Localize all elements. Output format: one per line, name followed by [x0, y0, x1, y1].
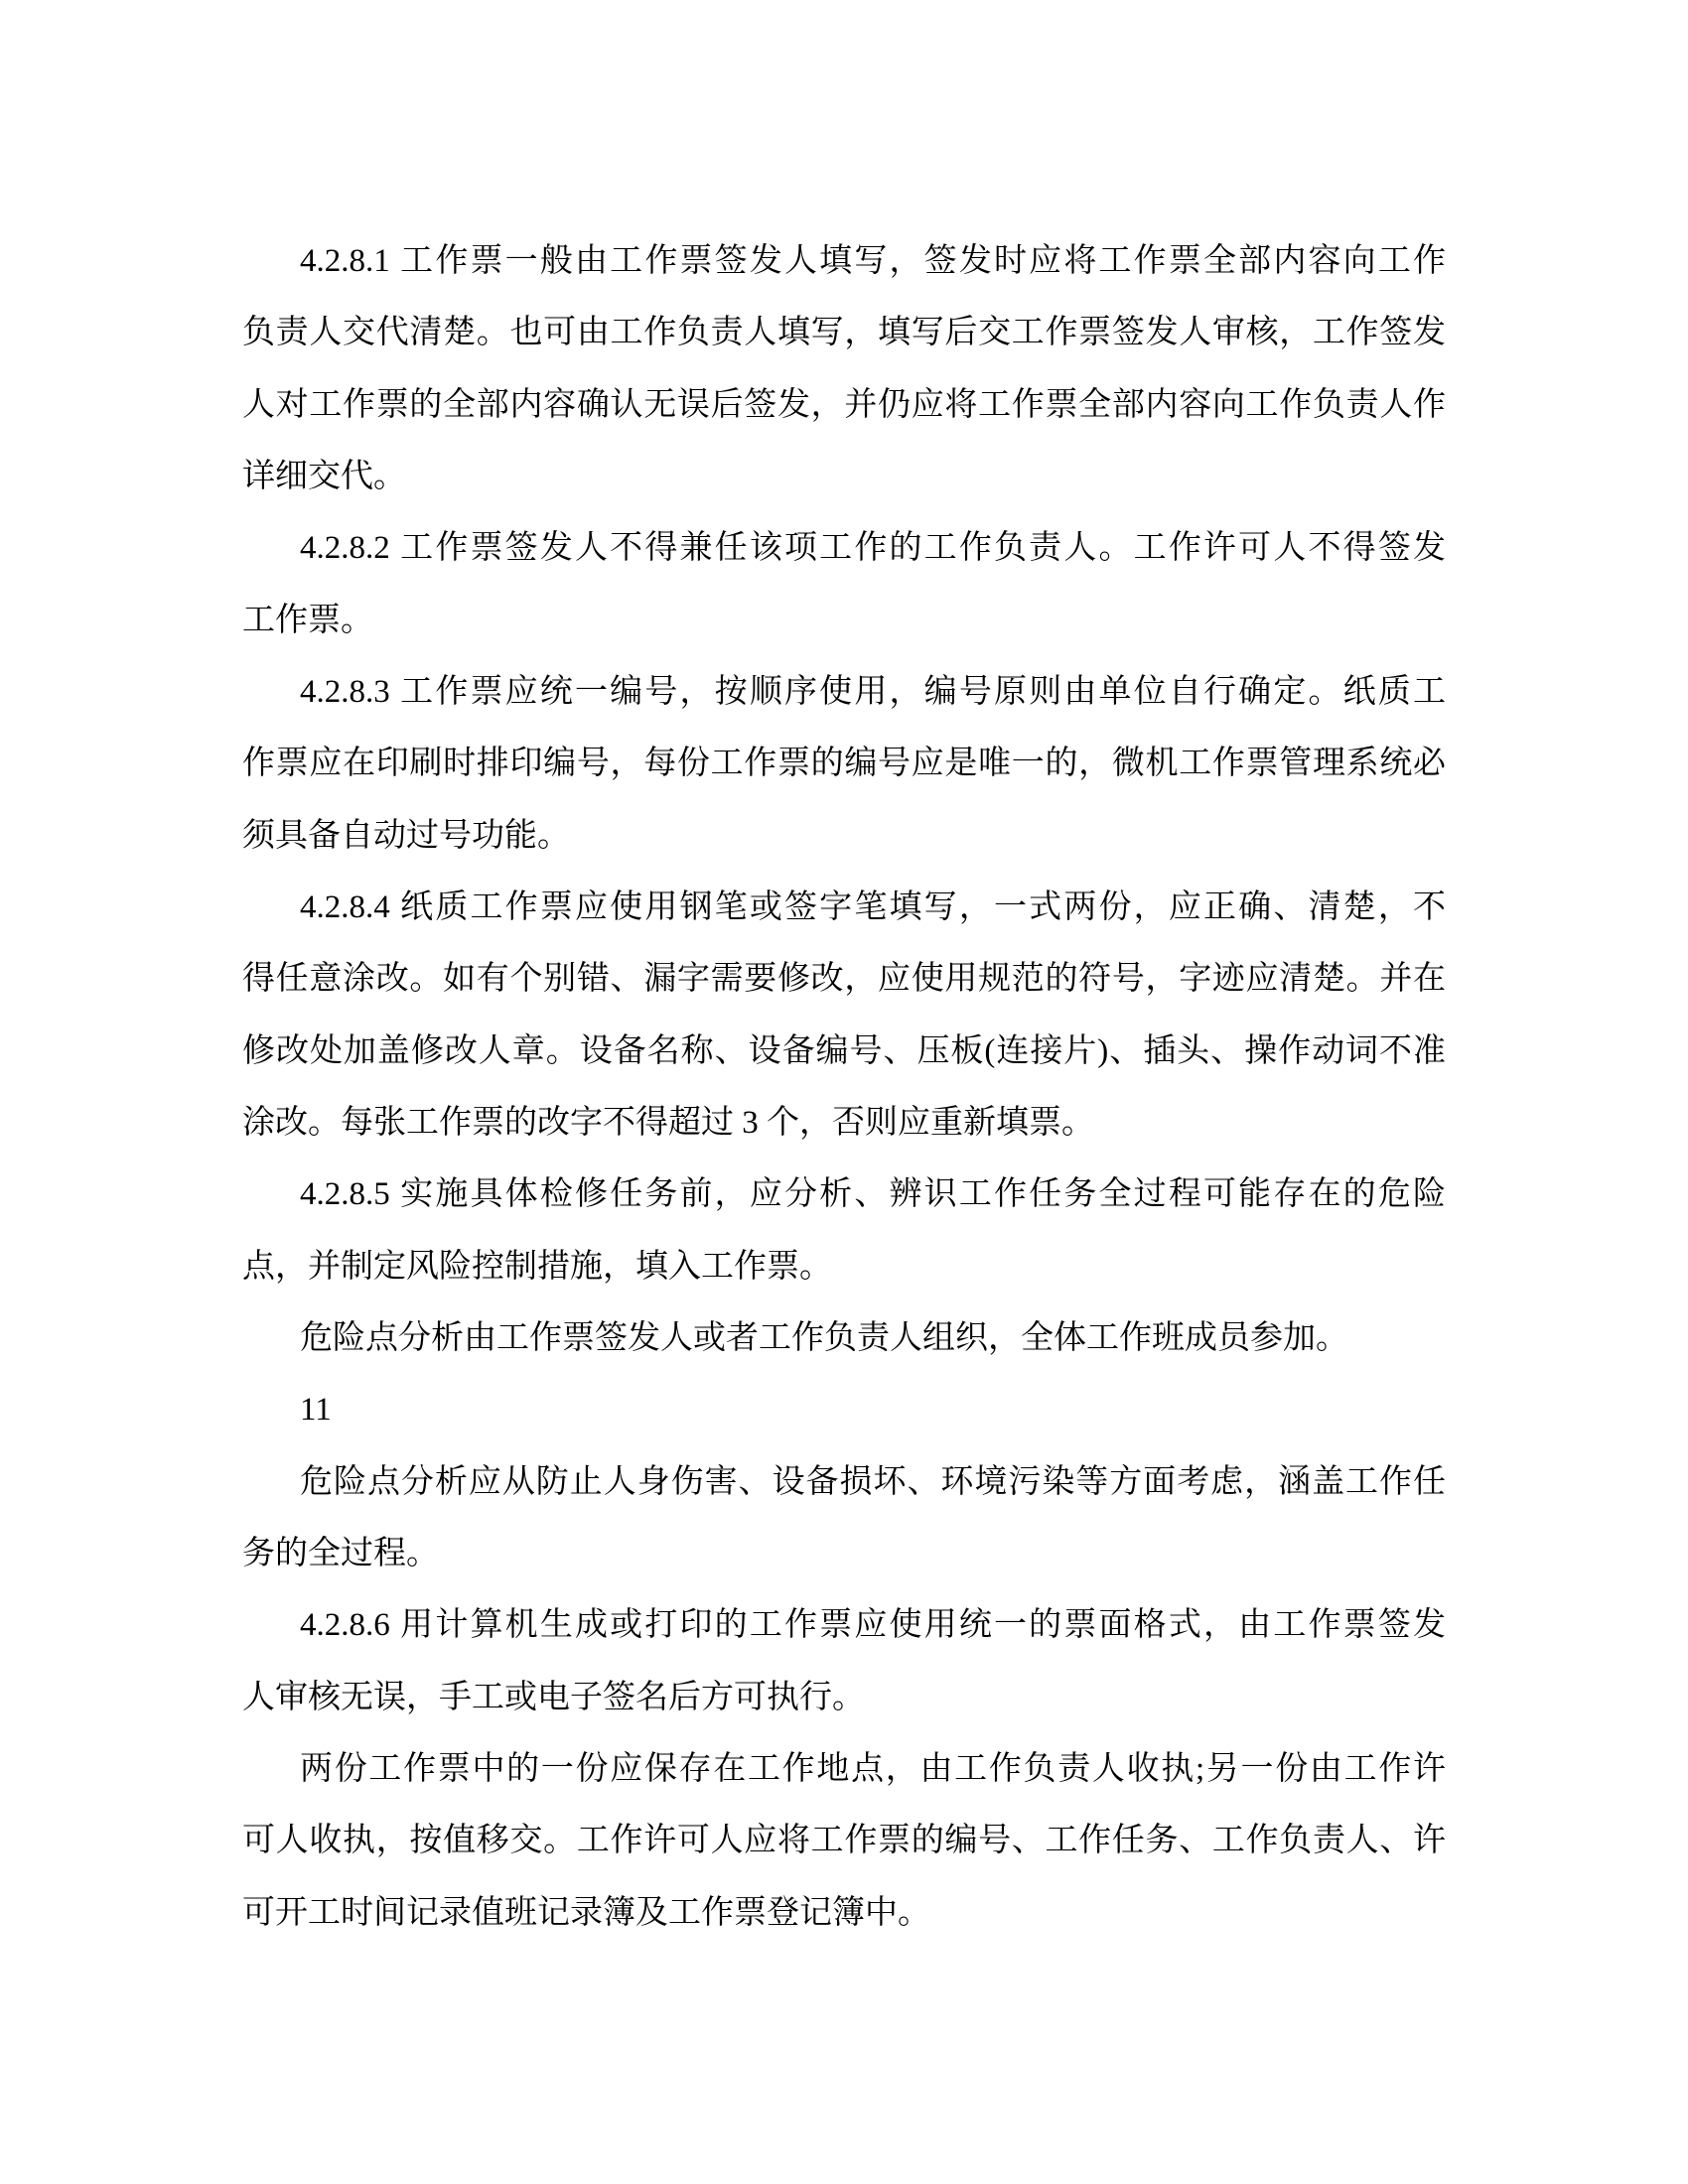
text-line: 须具备自动过号功能。 — [242, 817, 570, 854]
text-line: 作票应在印刷时排印编号，每份工作票的编号应是唯一的，微机工作票管理系统必 — [242, 746, 1446, 782]
text-line: 详细交代。 — [242, 458, 406, 494]
text-line: 11 — [300, 1392, 332, 1429]
text-line: 得任意涂改。如有个别错、漏字需要修改，应使用规范的符号，字迹应清楚。并在 — [242, 961, 1446, 998]
text-line: 修改处加盖修改人章。设备名称、设备编号、压板(连接片)、插头、操作动词不准 — [242, 1032, 1446, 1069]
text-line: 危险点分析由工作票签发人或者工作负责人组织，全体工作班成员参加。 — [300, 1319, 1348, 1356]
text-line: 4.2.8.1 工作票一般由工作票签发人填写，签发时应将工作票全部内容向工作 — [300, 243, 1446, 279]
text-block — [242, 225, 1446, 1949]
text-line: 涂改。每张工作票的改字不得超过 3 个，否则应重新填票。 — [242, 1104, 1094, 1141]
text-line: 4.2.8.2 工作票签发人不得兼任该项工作的工作负责人。工作许可人不得签发 — [300, 530, 1446, 567]
text-line: 可人收执，按值移交。工作许可人应将工作票的编号、工作任务、工作负责人、许 — [242, 1823, 1446, 1859]
text-line: 4.2.8.6 用计算机生成或打印的工作票应使用统一的票面格式，由工作票签发 — [300, 1607, 1446, 1644]
text-line: 4.2.8.4 纸质工作票应使用钢笔或签字笔填写，一式两份，应正确、清楚，不 — [300, 888, 1446, 925]
text-line: 人审核无误，手工或电子签名后方可执行。 — [242, 1679, 865, 1715]
text-line: 可开工时间记录值班记录簿及工作票登记簿中。 — [242, 1894, 930, 1931]
text-line: 负责人交代清楚。也可由工作负责人填写，填写后交工作票签发人审核，工作签发 — [242, 315, 1446, 351]
text-line: 4.2.8.5 实施具体检修任务前，应分析、辨识工作任务全过程可能存在的危险 — [300, 1176, 1446, 1213]
text-line: 点，并制定风险控制措施，填入工作票。 — [242, 1248, 832, 1285]
text-line: 危险点分析应从防止人身伤害、设备损坏、环境污染等方面考虑，涵盖工作任 — [300, 1463, 1446, 1500]
text-line: 人对工作票的全部内容确认无误后签发，并仍应将工作票全部内容向工作负责人作 — [242, 386, 1446, 423]
text-line: 4.2.8.3 工作票应统一编号，按顺序使用，编号原则由单位自行确定。纸质工 — [300, 673, 1446, 710]
text-line: 工作票。 — [242, 602, 373, 638]
text-line: 两份工作票中的一份应保存在工作地点，由工作负责人收执;另一份由工作许 — [300, 1750, 1446, 1787]
text-line: 务的全过程。 — [242, 1535, 439, 1571]
